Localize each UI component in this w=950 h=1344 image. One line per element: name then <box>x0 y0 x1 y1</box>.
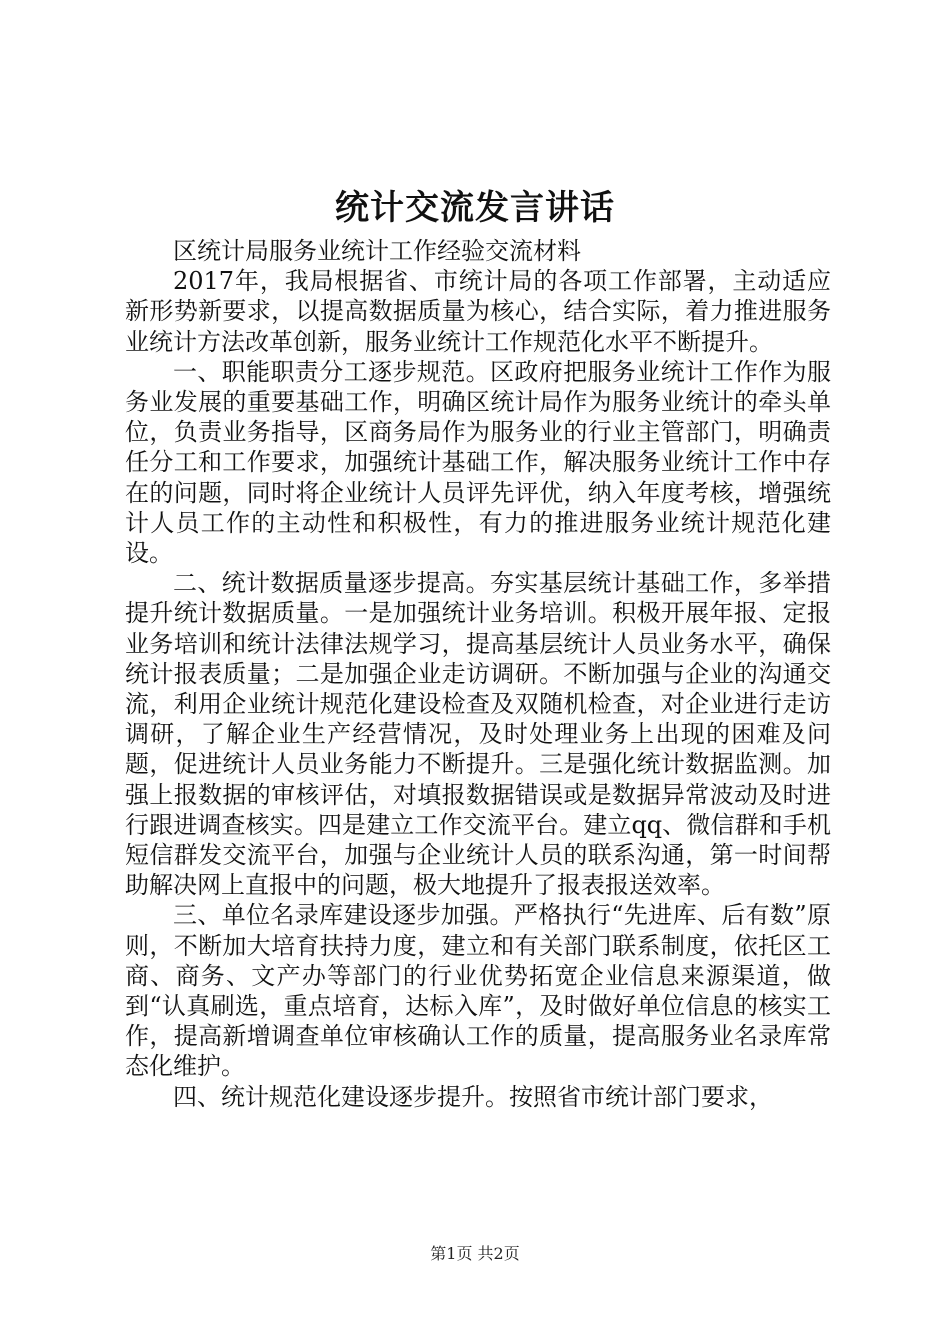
document-title: 统计交流发言讲话 <box>335 188 615 228</box>
document-body <box>125 236 831 1112</box>
paragraph-subtitle: 区统计局服务业统计工作经验交流材料 <box>173 237 581 265</box>
paragraph-section-3: 三、单位名录库建设逐步加强。严格执行“先进库、后有数”原则，不断加大培育扶持力度，建立和有关部门联系制度，依托区工商、商务、文产办等部门的行业优势拓宽企业信息来源渠道，做到“认真刷选，重点培育，达标入库”，及时做好单位信息的核实工作，提高新增调查单位审核确认工作的质量，提高服务业名录库常态化维护。 <box>125 901 831 1081</box>
paragraph-section-2: 二、统计数据质量逐步提高。夯实基层统计基础工作，多举措提升统计数据质量。一是加强统计业务培训。积极开展年报、定报业务培训和统计法律法规学习，提高基层统计人员业务水平，确保统计报表质量；二是加强企业走访调研。不断加强与企业的沟通交流，利用企业统计规范化建设检查及双随机检查，对企业进行走访调研，了解企业生产经营情况，及时处理业务上出现的困难及问题，促进统计人员业务能力不断提升。三是强化统计数据监测。加强上报数据的审核评估，对填报数据错误或是数据异常波动及时进行跟进调查核实。四是建立工作交流平台。建立qq、微信群和手机短信群发交流平台，加强与企业统计人员的联系沟通，第一时间帮助解决网上直报中的问题，极大地提升了报表报送效率。 <box>125 569 831 900</box>
page-number-footer: 第1页 共2页 <box>430 1244 520 1263</box>
paragraph-section-4: 四、统计规范化建设逐步提升。按照省市统计部门要求， <box>173 1082 773 1111</box>
paragraph-intro: 2017年，我局根据省、市统计局的各项工作部署，主动适应新形势新要求，以提高数据质量为核心，结合实际，着力推进服务业统计方法改革创新，服务业统计工作规范化水平不断提升。 <box>125 267 831 356</box>
paragraph-section-1: 一、职能职责分工逐步规范。区政府把服务业统计工作作为服务业发展的重要基础工作，明确区统计局作为服务业统计的牵头单位，负责业务指导，区商务局作为服务业的行业主管部门，明确责任分工和工作要求，加强统计基础工作，解决服务业统计工作中存在的问题，同时将企业统计人员评先评优，纳入年度考核，增强统计人员工作的主动性和积极性，有力的推进服务业统计规范化建设。 <box>125 357 831 568</box>
